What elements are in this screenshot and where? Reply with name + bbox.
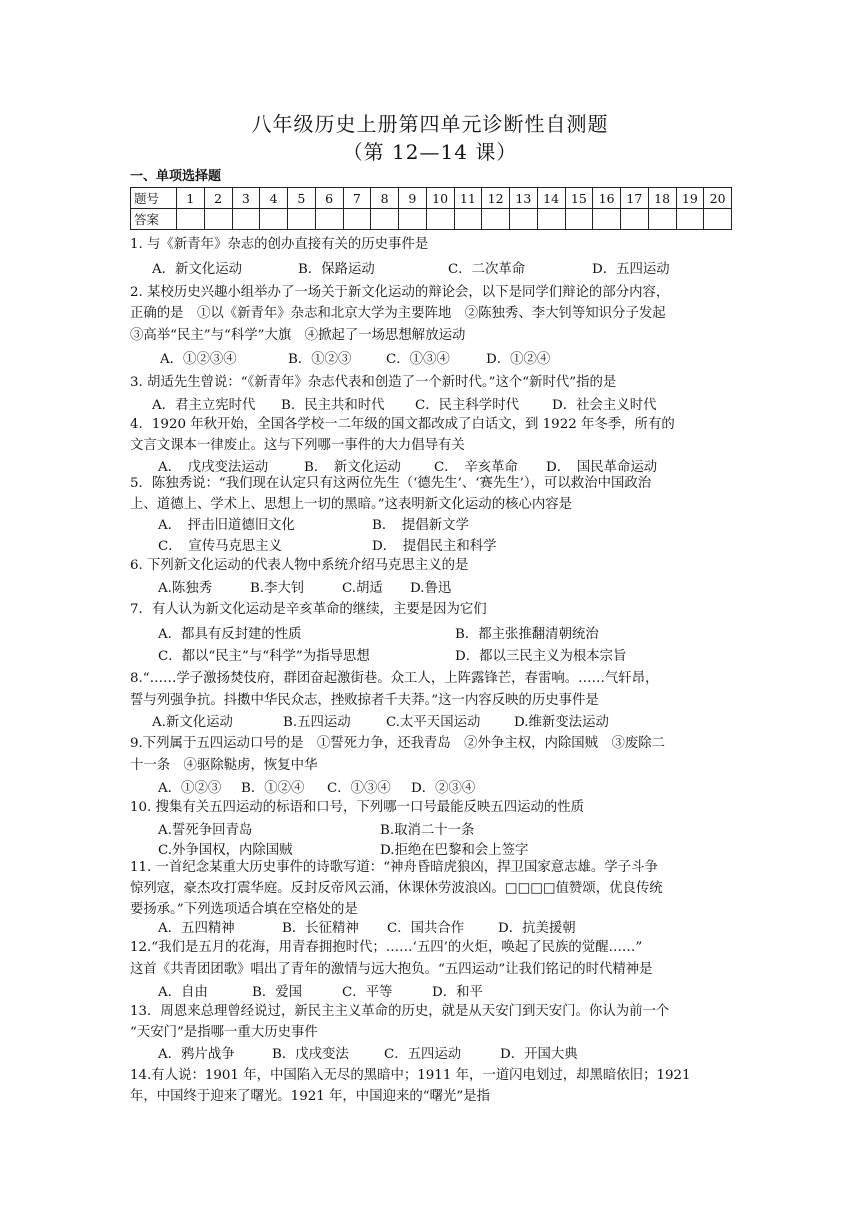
q11-option-c: C．国共合作 (387, 921, 465, 936)
q13-option-b: B．戊戌变法 (272, 1047, 349, 1062)
q6-option-d: D.鲁迅 (410, 581, 452, 596)
q1-option-d: D．五四运动 (592, 262, 670, 277)
row-label: 答案 (131, 209, 177, 230)
q12-option-c: C．平等 (342, 985, 393, 1000)
number-cell: 17 (621, 188, 649, 209)
row-label: 题号 (131, 188, 177, 209)
answer-cell[interactable] (371, 209, 399, 230)
question-number-row (131, 188, 732, 209)
answer-cell[interactable] (621, 209, 649, 230)
number-cell: 2 (204, 188, 232, 209)
q2-option-c: C．①③④ (386, 352, 450, 367)
q13-option-d: D．开国大典 (500, 1047, 578, 1062)
q7-option-b: B．都主张推翻清朝统治 (455, 627, 599, 642)
question-2-stem-line3: ③高举“民主”与“科学”大旗 ④掀起了一场思想解放运动 (130, 328, 466, 343)
answer-cell[interactable] (676, 209, 704, 230)
answer-cell[interactable] (177, 209, 205, 230)
answer-cell[interactable] (510, 209, 538, 230)
number-cell: 7 (343, 188, 371, 209)
q11-option-d: D．抗美援朝 (498, 921, 576, 936)
question-4-stem-line2: 文言文课本一律废止。这与下列哪一事件的大力倡导有关 (130, 438, 465, 453)
question-14-stem-line2: 年，中国终于迎来了曙光。1921 年，中国迎来的“曙光”是指 (130, 1089, 491, 1104)
question-3-stem: 3. 胡适先生曾说：“《新青年》杂志代表和创造了一个新时代。”这个“新时代”指的是 (130, 375, 617, 390)
answer-cell[interactable] (260, 209, 288, 230)
q4-option-d: D． 国民革命运动 (546, 460, 658, 475)
answer-cell[interactable] (343, 209, 371, 230)
number-cell: 4 (260, 188, 288, 209)
number-cell: 12 (482, 188, 510, 209)
q10-option-c: C.外争国权，内除国贼 (158, 843, 293, 858)
q10-option-d: D.拒绝在巴黎和会上签字 (380, 843, 529, 858)
q4-option-c: C． 辛亥革命 (434, 460, 518, 475)
number-cell: 11 (454, 188, 482, 209)
q11-option-b: B．长征精神 (282, 921, 359, 936)
q12-option-b: B．爱国 (252, 985, 303, 1000)
q3-option-a: A．君主立宪时代 (152, 398, 256, 413)
q10-option-b: B.取消二十一条 (380, 823, 475, 838)
q8-option-c: C.太平天国运动 (386, 715, 481, 730)
q9-option-c: C．①③④ (327, 781, 391, 796)
q1-option-b: B．保路运动 (298, 262, 375, 277)
q12-option-a: A．自由 (158, 985, 208, 1000)
q1-option-c: C．二次革命 (448, 262, 526, 277)
answer-cell[interactable] (232, 209, 260, 230)
q7-option-c: C．都以“民主”与“科学”为指导思想 (158, 649, 370, 664)
q7-option-d: D．都以三民主义为根本宗旨 (455, 649, 627, 664)
answer-cell[interactable] (454, 209, 482, 230)
question-7-stem: 7．有人认为新文化运动是辛亥革命的继续，主要是因为它们 (130, 602, 487, 617)
number-cell: 15 (565, 188, 593, 209)
question-9-stem-line1: 9.下列属于五四运动口号的是 ①誓死力争，还我青岛 ②外争主权，内除国贼 ③废除二 (130, 736, 666, 751)
question-4-stem-line1: 4．1920 年秋开始，全国各学校一二年级的国文都改成了白话文，到 1922 年冬季，所有的 (130, 417, 675, 432)
q4-option-b: B． 新文化运动 (304, 460, 401, 475)
q10-option-a: A.誓死争回青岛 (158, 823, 253, 838)
q1-option-a: A．新文化运动 (152, 262, 243, 277)
q9-option-b: B．①②④ (241, 781, 305, 796)
number-cell: 14 (537, 188, 565, 209)
answer-cell[interactable] (315, 209, 343, 230)
q2-option-a: A．①②③④ (160, 352, 237, 367)
question-11-stem-line1: 11. 一首纪念某重大历史事件的诗歌写道：“神舟昏暗虎狼凶，捍卫国家意志雄。学子斗争 (130, 860, 658, 875)
question-12-stem-line1: 12.“我们是五月的花海，用青春拥抱时代；……‘五四’的火炬，唤起了民族的觉醒……” (130, 940, 643, 955)
number-cell: 3 (232, 188, 260, 209)
answer-cell[interactable] (482, 209, 510, 230)
section-heading: 一、单项选择题 (130, 169, 222, 184)
question-6-stem: 6. 下列新文化运动的代表人物中系统介绍马克思主义的是 (130, 558, 469, 573)
q4-option-a: A． 戊戌变法运动 (158, 460, 269, 475)
number-cell: 5 (288, 188, 316, 209)
answer-cell[interactable] (288, 209, 316, 230)
question-8-stem-line2: 誓与列强争抗。抖擞中华民众志，挫败掠者千夫莽。”这一内容反映的历史事件是 (130, 693, 599, 708)
q8-option-b: B.五四运动 (283, 715, 351, 730)
exam-title: 八年级历史上册第四单元诊断性自测题 (251, 112, 609, 136)
number-cell: 6 (315, 188, 343, 209)
answer-cell[interactable] (426, 209, 454, 230)
number-cell: 13 (510, 188, 538, 209)
number-cell: 9 (399, 188, 427, 209)
q2-option-b: B．①②③ (288, 352, 352, 367)
number-cell: 20 (704, 188, 732, 209)
q3-option-d: D．社会主义时代 (552, 398, 657, 413)
q7-option-a: A．都具有反封建的性质 (158, 627, 302, 642)
q5-option-b: B． 提倡新文学 (372, 518, 469, 533)
number-cell: 8 (371, 188, 399, 209)
answer-cell[interactable] (648, 209, 676, 230)
question-13-stem-line2: “天安门”是指哪一重大历史事件 (130, 1025, 318, 1040)
q5-option-c: C． 宣传马克思主义 (158, 539, 283, 554)
q5-option-a: A． 抨击旧道德旧文化 (158, 518, 295, 533)
question-8-stem-line1: 8.“……学子激扬焚伎府，群团奋起激街巷。众工人，上阵露锋芒，春雷响。……气轩昂， (130, 671, 659, 686)
q6-option-c: C.胡适 (342, 581, 383, 596)
q5-option-d: D． 提倡民主和科学 (372, 539, 497, 554)
answer-cell[interactable] (537, 209, 565, 230)
q3-option-b: B．民主共和时代 (281, 398, 385, 413)
q6-option-a: A.陈独秀 (158, 581, 213, 596)
question-11-stem-line3: 要扬承。”下列选项适合填在空格处的是 (130, 902, 358, 917)
answer-cell[interactable] (593, 209, 621, 230)
question-11-stem-line2: 惊列寇，豪杰攻打震华庭。反封反帝风云涌，休课休劳波浪凶。□□□□值赞颂，优良传统 (130, 881, 663, 896)
number-cell: 10 (426, 188, 454, 209)
question-10-stem: 10. 搜集有关五四运动的标语和口号，下列哪一口号最能反映五四运动的性质 (130, 800, 585, 815)
number-cell: 19 (676, 188, 704, 209)
answer-cell[interactable] (399, 209, 427, 230)
q8-option-a: A.新文化运动 (152, 715, 233, 730)
q13-option-c: C．五四运动 (384, 1047, 462, 1062)
answer-cell[interactable] (204, 209, 232, 230)
q13-option-a: A．鸦片战争 (158, 1047, 235, 1062)
q9-option-d: D．②③④ (411, 781, 476, 796)
q9-option-a: A．①②③ (158, 781, 222, 796)
question-12-stem-line2: 这首《共青团团歌》唱出了青年的激情与远大抱负。“五四运动”让我们铭记的时代精神是 (130, 962, 653, 977)
question-13-stem-line1: 13．周恩来总理曾经说过，新民主主义革命的历史，就是从天安门到天安门。你认为前一个 (130, 1004, 670, 1019)
q12-option-d: D．和平 (432, 985, 483, 1000)
q8-option-d: D.维新变法运动 (514, 715, 609, 730)
q2-option-d: D．①②④ (486, 352, 551, 367)
answer-row (131, 209, 732, 230)
question-1-stem: 1. 与《新青年》杂志的创办直接有关的历史事件是 (130, 237, 429, 252)
question-2-stem-line1: 2. 某校历史兴趣小组举办了一场关于新文化运动的辩论会，以下是同学们辩论的部分内容， (130, 285, 670, 300)
q3-option-c: C．民主科学时代 (415, 398, 519, 413)
answer-cell[interactable] (565, 209, 593, 230)
question-14-stem-line1: 14.有人说：1901 年，中国陷入无尽的黑暗中；1911 年，一道闪电划过，却黑暗依旧；1921 (130, 1068, 691, 1083)
number-cell: 16 (593, 188, 621, 209)
exam-subtitle: （第 12—14 课） (342, 140, 518, 164)
number-cell: 1 (177, 188, 205, 209)
question-5-stem-line2: 上、道德上、学术上、思想上一切的黑暗。”这表明新文化运动的核心内容是 (130, 497, 573, 512)
answer-grid (130, 187, 732, 230)
number-cell: 18 (648, 188, 676, 209)
question-2-stem-line2: 正确的是 ①以《新青年》杂志和北京大学为主要阵地 ②陈独秀、李大钊等知识分子发起 (130, 306, 666, 321)
q6-option-b: B.李大钊 (250, 581, 305, 596)
question-5-stem-line1: 5．陈独秀说：“我们现在认定只有这两位先生（‘德先生’、‘赛先生’），可以救治中国政治 (130, 476, 652, 491)
question-9-stem-line2: 十一条 ④驱除鞑虏，恢复中华 (130, 758, 318, 773)
q11-option-a: A．五四精神 (158, 921, 235, 936)
answer-cell[interactable] (704, 209, 732, 230)
